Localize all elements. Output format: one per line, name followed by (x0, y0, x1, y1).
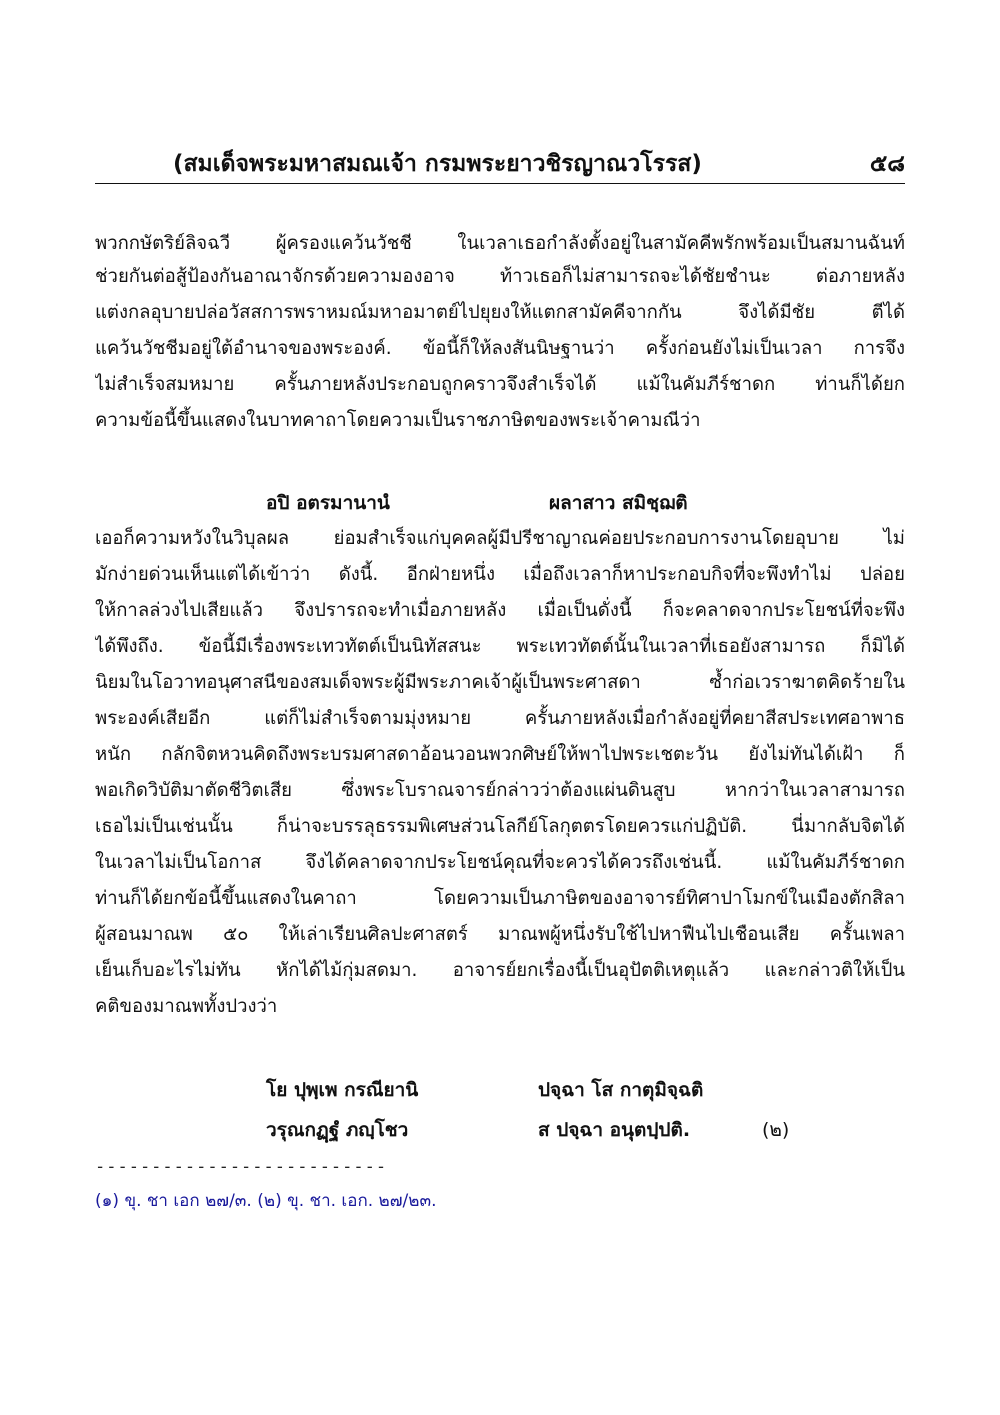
footnote-separator: -------------------------- (95, 1157, 388, 1177)
paragraph-line: มักง่ายด่วนเห็นแต่ได้เข้าว่า ดังนี้. อีกฝ่ายหนึ่ง เมื่อถึงเวลาก็หาประกอบกิจที่จะพึงทำไม่ ปล่อย (95, 564, 905, 585)
footnote-text: (๑) ขุ. ชา เอก ๒๗/๓. (๒) ขุ. ชา. เอก. ๒๗/๒๓. (95, 1191, 437, 1211)
paragraph-line: แคว้นวัชชีมอยู่ใต้อำนาจของพระองค์. ข้อนี้ก็ให้ลงสันนิษฐานว่า ครั้งก่อนยังไม่เป็นเวลา การจึง (95, 338, 905, 359)
paragraph-line: คติของมาณพทั้งปวงว่า (95, 996, 278, 1017)
paragraph-line: ในเวลาไม่เป็นโอกาส จึงได้คลาดจากประโยชน์คุณที่จะควรได้ควรถึงเช่นนี้. แม้ในคัมภีร์ชาดก (95, 852, 905, 873)
verse-line-right: ส ปจฺฉา อนุตปฺปติ. (538, 1119, 691, 1141)
page-number: ๕๘ (869, 151, 905, 177)
verse-line-right: ผลาสาว สมิชฺฌติ (549, 492, 688, 514)
verse-line-left: โย ปุพฺเพ กรณียานิ (266, 1079, 419, 1101)
paragraph-line: ไม่สำเร็จสมหมาย ครั้นภายหลังประกอบถูกคราวจึงสำเร็จได้ แม้ในคัมภีร์ชาดก ท่านก็ได้ยก (95, 374, 905, 395)
paragraph-line: พระองค์เสียอีก แต่ก็ไม่สำเร็จตามมุ่งหมาย ครั้นภายหลังเมื่อกำลังอยู่ที่คยาสีสประเทศอาพาธ (95, 708, 905, 729)
paragraph-line: ผู้สอนมาณพ ๕๐ ให้เล่าเรียนศิลปะศาสตร์ มาณพผู้หนึ่งรับใช้ไปหาฟืนไปเชือนเสีย ครั้นเพลา (95, 924, 905, 945)
paragraph-line: ได้พึงถึง. ข้อนี้มีเรื่องพระเทวทัตต์เป็นนิทัสสนะ พระเทวทัตต์นั้นในเวลาที่เธอยังสามารถ ก็มิได้ (95, 636, 905, 657)
paragraph-line: ความข้อนี้ขึ้นแสดงในบาทคาถาโดยความเป็นราชภาษิตของพระเจ้าคามณีว่า (95, 410, 701, 431)
paragraph-line: เย็นเก็บอะไรไม่ทัน หักได้ไม้กุ่มสดมา. อาจารย์ยกเรื่องนี้เป็นอุปัตติเหตุแล้ว และกล่าวติให้เป็น (95, 960, 905, 981)
verse-line-right: ปจฺฉา โส กาตุมิจฺฉติ (538, 1079, 704, 1101)
paragraph-line: เออก็ความหวังในวิบุลผล ย่อมสำเร็จแก่บุคคลผู้มีปรีชาญาณค่อยประกอบการงานโดยอุบาย ไม่ (95, 528, 905, 549)
paragraph-line: เธอไม่เป็นเช่นนั้น ก็น่าจะบรรลุธรรมพิเศษส่วนโลกีย์โลกุตตรโดยควรแก่ปฏิบัติ. นี่มากลับจิตได้ (95, 816, 905, 837)
page-header (95, 146, 905, 182)
paragraph-line: ท่านก็ได้ยกข้อนี้ขึ้นแสดงในคาถา โดยความเป็นภาษิตของอาจารย์ทิศาปาโมกข์ในเมืองตักสิลา (95, 888, 905, 909)
paragraph-line: ช่วยกันต่อสู้ป้องกันอาณาจักรด้วยความองอาจ ท้าวเธอก็ไม่สามารถจะได้ชัยชำนะ ต่อภายหลัง (95, 266, 905, 287)
footnote-reference: (๒) (762, 1119, 790, 1141)
verse-line-left: วรุณกฏฺฐํ ภญฺโชว (266, 1119, 409, 1141)
paragraph-line: หนัก กลักจิตหวนคิดถึงพระบรมศาสดาอ้อนวอนพวกศิษย์ให้พาไปพระเชตะวัน ยังไม่ทันได้เฝ้า ก็ (95, 744, 905, 765)
paragraph-line: ให้กาลล่วงไปเสียแล้ว จึงปรารถจะทำเมื่อภายหลัง เมื่อเป็นดั่งนี้ ก็จะคลาดจากประโยชน์ที่จะพึง (95, 600, 905, 621)
header-rule (95, 183, 905, 184)
running-title: (สมเด็จพระมหาสมณเจ้า กรมพระยาวชิรญาณวโรรส) (173, 151, 702, 177)
paragraph-line: พอเกิดวิบัติมาตัดชีวิตเสีย ซึ่งพระโบราณจารย์กล่าวว่าต้องแผ่นดินสูบ หากว่าในเวลาสามารถ (95, 780, 905, 801)
paragraph-line: พวกกษัตริย์ลิจฉวี ผู้ครองแคว้นวัชชี ในเวลาเธอกำลังตั้งอยู่ในสามัคคีพรักพร้อมเป็นสมานฉันท์ (95, 233, 905, 254)
paragraph-line: นิยมในโอวาทอนุศาสนีของสมเด็จพระผู้มีพระภาคเจ้าผู้เป็นพระศาสดา ซ้ำก่อเวราฆาตคิดร้ายใน (95, 672, 905, 693)
paragraph-line: แต่งกลอุบายปล่อวัสสการพราหมณ์มหาอมาตย์ไปยุยงให้แตกสามัคคีจากกัน จึงได้มีชัย ตีได้ (95, 302, 905, 323)
verse-line-left: อปิ อตรมานานํ (266, 492, 390, 514)
